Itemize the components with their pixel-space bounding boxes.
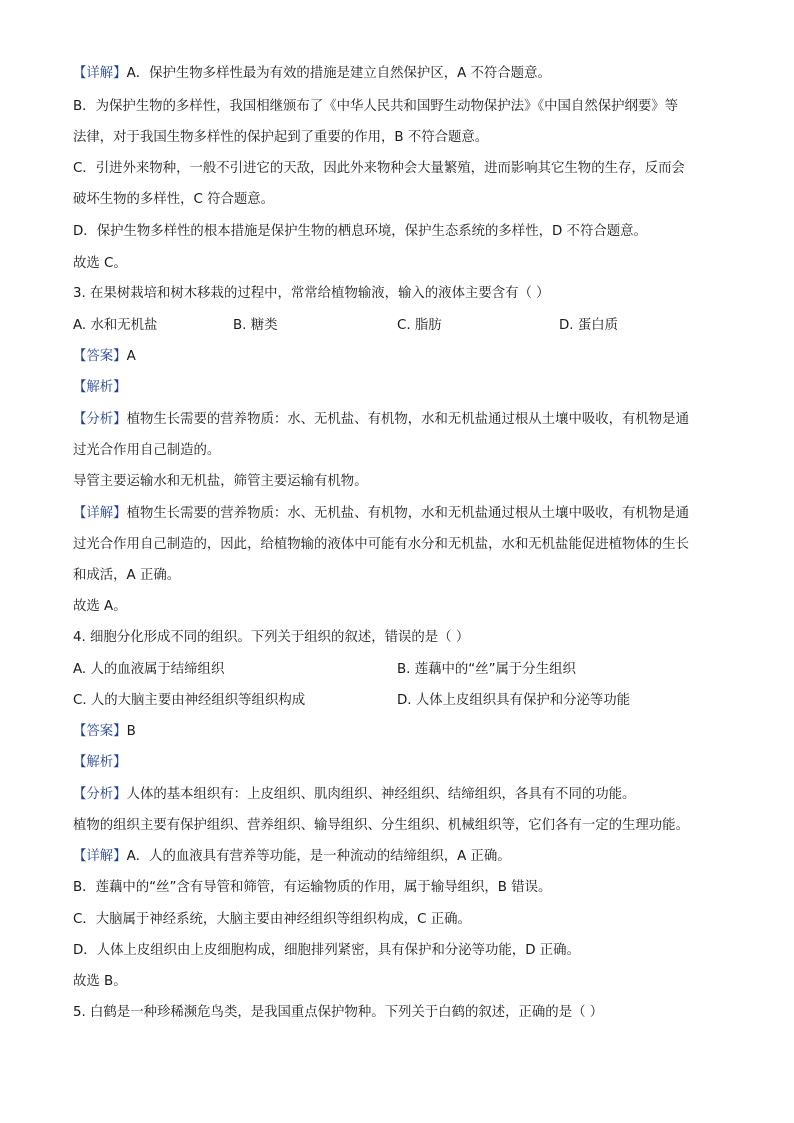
q3-fenxi-line-1: 【分析】植物生长需要的营养物质：水、无机盐、有机物，水和无机盐通过根从土壤中吸收，有机物是通: [73, 412, 689, 427]
detail-tag: 【详解】: [73, 66, 127, 81]
q4-analysis-heading: 【解析】: [73, 755, 127, 770]
q3-detail-line-2: 过光合作用自己制造的，因此，给植物输的液体中可能有水分和无机盐，水和无机盐能促进植物体的生长: [73, 537, 689, 552]
q3-fenxi-line-3: 导管主要运输水和无机盐，筛管主要运输有机物。: [73, 474, 368, 489]
q4-answer: 【答案】B: [73, 724, 136, 739]
q4-option-d: D. 人体上皮组织具有保护和分泌等功能: [397, 693, 631, 708]
q3-detail-line-1: 【详解】植物生长需要的营养物质：水、无机盐、有机物，水和无机盐通过根从土壤中吸收，有机物是通: [73, 506, 689, 521]
q3-option-c: C. 脂肪: [397, 318, 442, 333]
q4-fenxi-line-2: 植物的组织主要有保护组织、营养组织、输导组织、分生组织、机械组织等，它们各有一定的生理功能。: [73, 818, 689, 833]
detail-tag: 【详解】: [73, 849, 127, 864]
answer-tag: 【答案】: [73, 724, 127, 739]
q3-stem: 3. 在果树栽培和树木移栽的过程中，常常给植物输液，输入的液体主要含有（ ）: [73, 286, 550, 301]
detail-tag: 【详解】: [73, 506, 127, 521]
answer-tag: 【答案】: [73, 349, 127, 364]
fenxi-tag: 【分析】: [73, 787, 127, 802]
q3-conclusion: 故选 A。: [73, 599, 127, 614]
q3-analysis-heading: 【解析】: [73, 380, 127, 395]
q4-option-c: C. 人的大脑主要由神经组织等组织构成: [73, 693, 306, 708]
q5-stem: 5. 白鹤是一种珍稀濒危鸟类，是我国重点保护物种。下列关于白鹤的叙述，正确的是（ ）: [73, 1005, 604, 1020]
q3-option-d: D. 蛋白质: [559, 318, 618, 333]
q3-answer: 【答案】A: [73, 349, 136, 364]
q2-detail-line-3: 法律，对于我国生物多样性的保护起到了重要的作用，B 不符合题意。: [73, 130, 489, 145]
q2-detail-line-6: D．保护生物多样性的根本措施是保护生物的栖息环境，保护生态系统的多样性，D 不符合题意。: [73, 224, 647, 239]
fenxi-tag: 【分析】: [73, 412, 127, 427]
q4-fenxi-line-1: 【分析】人体的基本组织有：上皮组织、肌肉组织、神经组织、结缔组织，各具有不同的功能。: [73, 787, 636, 802]
q3-option-b: B. 糖类: [233, 318, 278, 333]
q4-option-a: A. 人的血液属于结缔组织: [73, 662, 225, 677]
q3-fenxi-line-2: 过光合作用自己制造的。: [73, 443, 221, 458]
q4-option-b: B. 莲藕中的“丝”属于分生组织: [397, 662, 576, 677]
q3-option-a: A. 水和无机盐: [73, 318, 158, 333]
q2-conclusion: 故选 C。: [73, 256, 127, 271]
q2-detail-line-1: 【详解】A．保护生物多样性最为有效的措施是建立自然保护区，A 不符合题意。: [73, 66, 551, 81]
q2-detail-line-4: C．引进外来物种，一般不引进它的天敌，因此外来物种会大量繁殖，进而影响其它生物的生存，反而会: [73, 161, 685, 176]
q4-conclusion: 故选 B。: [73, 974, 127, 989]
q2-detail-line-2: B．为保护生物的多样性，我国相继颁布了《中华人民共和国野生动物保护法》《中国自然保护纲要》等: [73, 99, 679, 114]
q4-stem: 4. 细胞分化形成不同的组织。下列关于组织的叙述，错误的是（ ）: [73, 630, 470, 645]
q2-detail-line-5: 破坏生物的多样性，C 符合题意。: [73, 192, 275, 207]
q4-detail-line-4: D．人体上皮组织由上皮细胞构成，细胞排列紧密，具有保护和分泌等功能，D 正确。: [73, 943, 580, 958]
q3-detail-line-3: 和成活，A 正确。: [73, 568, 181, 583]
q4-detail-line-3: C．大脑属于神经系统，大脑主要由神经组织等组织构成，C 正确。: [73, 912, 471, 927]
q4-detail-line-1: 【详解】A．人的血液具有营养等功能，是一种流动的结缔组织，A 正确。: [73, 849, 511, 864]
q4-detail-line-2: B．莲藕中的“丝”含有导管和筛管，有运输物质的作用，属于输导组织，B 错误。: [73, 880, 552, 895]
